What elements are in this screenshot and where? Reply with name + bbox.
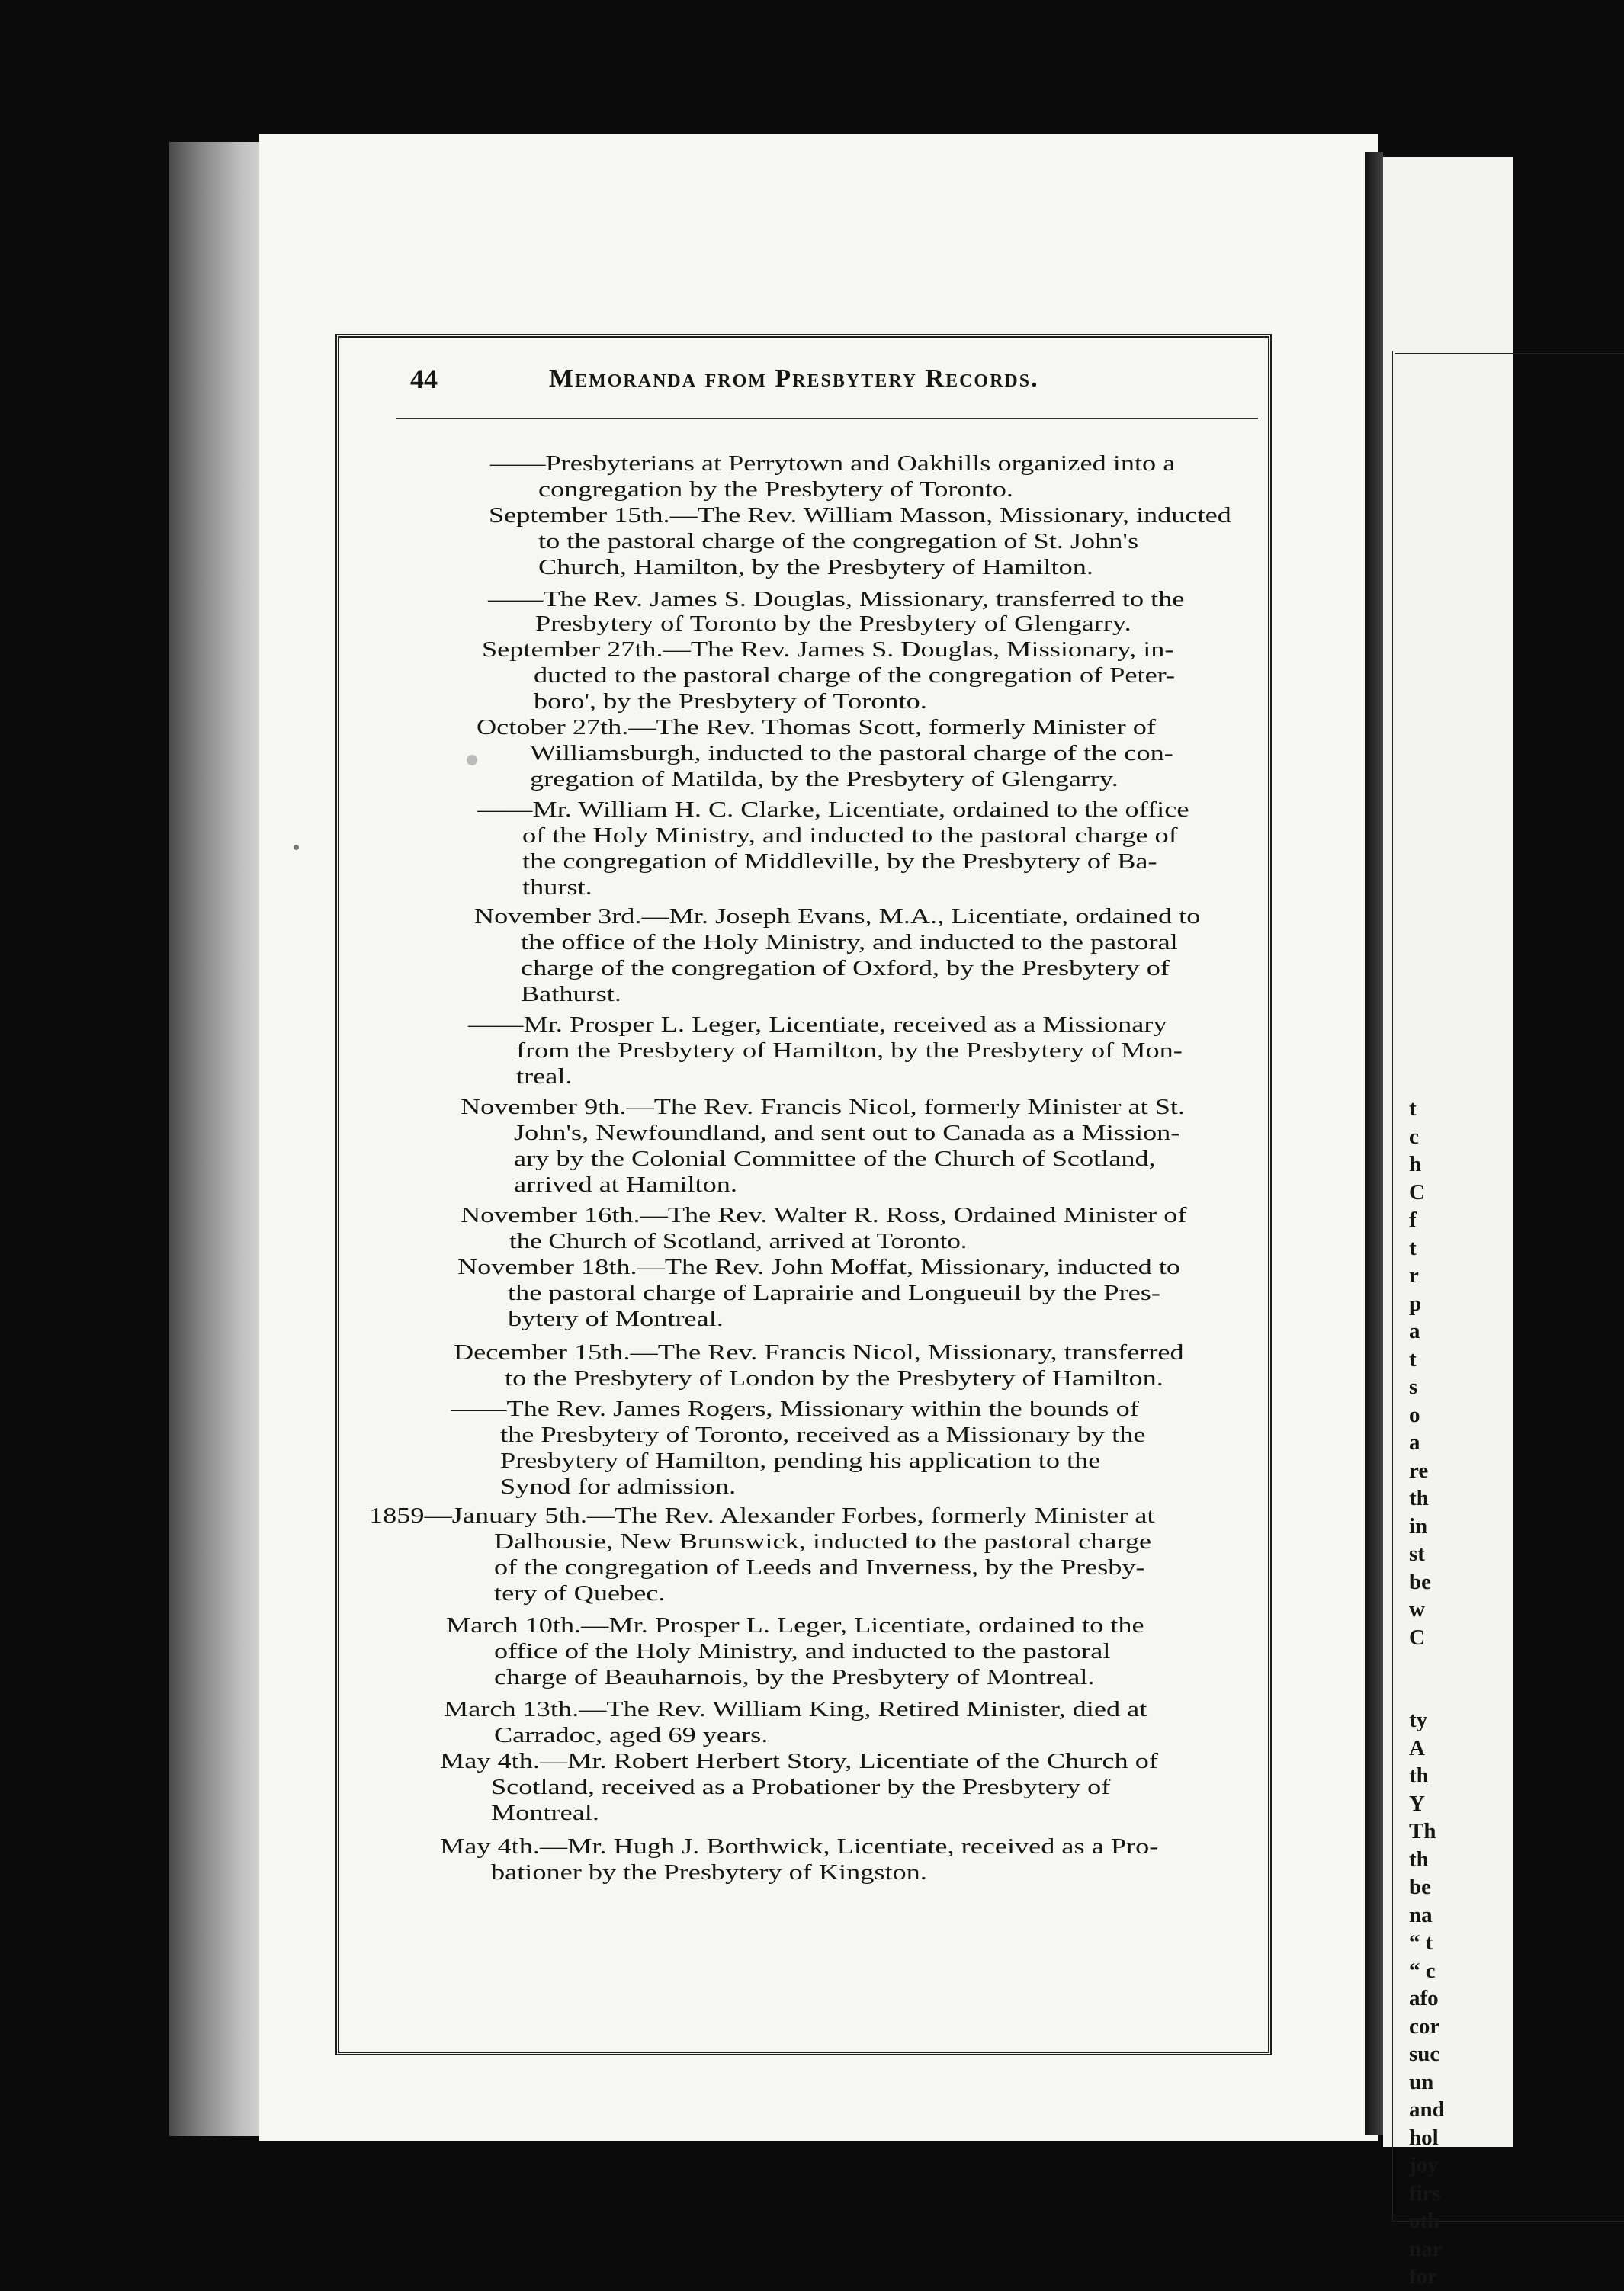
text-line: to the Presbytery of London by the Presbytery of Hamilton. <box>505 1366 1163 1391</box>
header-rule <box>396 418 1258 419</box>
facing-page-fragment: afo <box>1409 1986 1439 2010</box>
text-line: Dalhousie, New Brunswick, inducted to the pastoral charge <box>494 1529 1152 1554</box>
book-spine-edge <box>169 142 268 2136</box>
text-line: Synod for admission. <box>500 1474 737 1499</box>
text-line: Carradoc, aged 69 years. <box>494 1723 769 1747</box>
text-line: November 9th.—The Rev. Francis Nicol, formerly Minister at St. <box>461 1095 1186 1119</box>
text-line: ——The Rev. James Rogers, Missionary within the bounds of <box>451 1397 1139 1421</box>
text-line: October 27th.—The Rev. Thomas Scott, formerly Minister of <box>477 715 1156 740</box>
text-line: boro', by the Presbytery of Toronto. <box>534 689 927 714</box>
text-line: ——The Rev. James S. Douglas, Missionary, transferred to the <box>488 587 1185 611</box>
facing-page-fragment: th <box>1409 1486 1429 1510</box>
facing-page-fragment: and <box>1409 2097 1445 2122</box>
text-line: bytery of Montreal. <box>508 1307 724 1331</box>
book-gutter <box>1365 152 1383 2135</box>
facing-page-text <box>1409 1095 1516 2291</box>
facing-page-fragment: t <box>1409 1235 1417 1260</box>
facing-page-fragment: st <box>1409 1542 1425 1566</box>
facing-page-fragment: o <box>1409 1402 1420 1427</box>
facing-page-fragment: c <box>1409 1124 1419 1149</box>
facing-page-fragment: A <box>1409 1735 1425 1760</box>
page-number: 44 <box>410 364 438 394</box>
text-line: ducted to the pastoral charge of the congregation of Peter- <box>534 663 1176 688</box>
facing-page-fragment: h <box>1409 1152 1422 1176</box>
text-line: ——Presbyterians at Perrytown and Oakhills organized into a <box>490 451 1176 476</box>
text-line: the Presbytery of Toronto, received as a Missionary by the <box>500 1423 1146 1447</box>
text-line: November 3rd.—Mr. Joseph Evans, M.A., Licentiate, ordained to <box>474 904 1201 929</box>
text-line: the office of the Holy Ministry, and inducted to the pastoral <box>521 930 1178 955</box>
ink-speck <box>294 845 299 850</box>
facing-page-fragment: a <box>1409 1430 1420 1455</box>
facing-page-fragment: “ t <box>1409 1930 1433 1955</box>
text-line: the congregation of Middleville, by the Presbytery of Ba- <box>522 849 1157 874</box>
facing-page-fragment: for <box>1409 2264 1438 2289</box>
text-line: Montreal. <box>491 1801 599 1825</box>
facing-page-fragment: “ c <box>1409 1958 1436 1983</box>
facing-page-fragment: be <box>1409 1875 1431 1899</box>
facing-page-fragment: s <box>1409 1375 1418 1399</box>
text-line: of the Holy Ministry, and inducted to the pastoral charge of <box>522 823 1178 848</box>
text-line: congregation by the Presbytery of Toronto. <box>538 477 1013 502</box>
text-line: September 27th.—The Rev. James S. Douglas, Missionary, in- <box>482 637 1174 662</box>
text-line: Church, Hamilton, by the Presbytery of Hamilton. <box>538 555 1093 579</box>
text-line: John's, Newfoundland, and sent out to Canada as a Mission- <box>514 1121 1180 1145</box>
text-line: tery of Quebec. <box>494 1581 666 1606</box>
facing-page <box>1383 157 1513 2289</box>
facing-page-fragment: cor <box>1409 2013 1440 2039</box>
text-line: December 15th.—The Rev. Francis Nicol, Missionary, transferred <box>454 1340 1184 1365</box>
text-line: Bathurst. <box>521 982 621 1006</box>
facing-page-fragment: r <box>1409 1263 1419 1288</box>
facing-page-fragment: w <box>1409 1597 1425 1622</box>
facing-page-fragment: f <box>1409 1208 1417 1232</box>
text-line: treal. <box>516 1064 573 1089</box>
text-line: ary by the Colonial Committee of the Church of Scotland, <box>514 1147 1156 1171</box>
facing-page-fragment: be <box>1409 1569 1431 1594</box>
facing-page-fragment: na <box>1409 1902 1433 1927</box>
text-line: arrived at Hamilton. <box>514 1173 737 1197</box>
facing-page-fragment: a <box>1409 1319 1420 1343</box>
text-line: May 4th.—Mr. Hugh J. Borthwick, Licentiate, received as a Pro- <box>440 1834 1159 1859</box>
text-line: office of the Holy Ministry, and inducted to the pastoral <box>494 1639 1111 1664</box>
facing-page-fragment: re <box>1409 1458 1429 1483</box>
text-line: charge of the congregation of Oxford, by the Presbytery of <box>521 956 1170 980</box>
text-line: Scotland, received as a Probationer by the Presbytery of <box>491 1775 1111 1799</box>
text-line: ——Mr. Prosper L. Leger, Licentiate, received as a Missionary <box>468 1012 1167 1037</box>
text-line: from the Presbytery of Hamilton, by the Presbytery of Mon- <box>516 1038 1183 1063</box>
text-line: March 10th.—Mr. Prosper L. Leger, Licentiate, ordained to the <box>446 1613 1144 1638</box>
facing-page-fragment: nar <box>1409 2236 1443 2261</box>
paragraph-gap <box>1409 1651 1516 1706</box>
facing-page-fragment: firs <box>1409 2180 1441 2206</box>
facing-page-fragment: C <box>1409 1625 1425 1650</box>
running-head: Memoranda from Presbytery Records. <box>549 364 1039 393</box>
facing-page-fragment: Th <box>1409 1819 1436 1843</box>
text-line: of the congregation of Leeds and Inverness, by the Presby- <box>494 1555 1145 1580</box>
text-line: thurst. <box>522 875 592 900</box>
facing-page-fragment: oth <box>1409 2209 1440 2233</box>
facing-page-fragment: un <box>1409 2069 1434 2094</box>
text-line: Williamsburgh, inducted to the pastoral charge of the con- <box>530 741 1173 765</box>
facing-page-fragment: t <box>1409 1096 1417 1121</box>
facing-page-fragment: C <box>1409 1179 1425 1205</box>
text-line: September 15th.—The Rev. William Masson, Missionary, inducted <box>489 503 1231 528</box>
text-line: to the pastoral charge of the congregation of St. John's <box>538 529 1139 553</box>
text-line: the Church of Scotland, arrived at Toronto. <box>509 1229 968 1253</box>
text-line: November 18th.—The Rev. John Moffat, Missionary, inducted to <box>457 1255 1181 1279</box>
facing-page-fragment: hol <box>1409 2125 1439 2150</box>
facing-page-fragment: in <box>1409 1513 1428 1539</box>
text-line: Presbytery of Toronto by the Presbytery of Glengarry. <box>535 611 1131 636</box>
text-line: March 13th.—The Rev. William King, Retired Minister, died at <box>444 1697 1147 1721</box>
text-line: Presbytery of Hamilton, pending his application to the <box>500 1449 1101 1473</box>
text-line: ——Mr. William H. C. Clarke, Licentiate, ordained to the office <box>477 797 1189 822</box>
text-line: November 16th.—The Rev. Walter R. Ross, Ordained Minister of <box>461 1203 1187 1227</box>
text-line: gregation of Matilda, by the Presbytery of Glengarry. <box>530 767 1119 791</box>
facing-page-fragment: joy <box>1409 2153 1439 2177</box>
facing-page-fragment: suc <box>1409 2042 1440 2066</box>
text-line: May 4th.—Mr. Robert Herbert Story, Licentiate of the Church of <box>440 1749 1158 1773</box>
text-line: 1859—January 5th.—The Rev. Alexander Forbes, formerly Minister at <box>369 1503 1155 1528</box>
text-line: bationer by the Presbytery of Kingston. <box>491 1860 927 1885</box>
facing-page-fragment: ty <box>1409 1708 1428 1732</box>
text-line: the pastoral charge of Laprairie and Longueuil by the Pres- <box>508 1281 1160 1305</box>
facing-page-fragment: th <box>1409 1847 1429 1872</box>
facing-page-fragment: p <box>1409 1291 1422 1316</box>
facing-page-fragment: th <box>1409 1763 1429 1788</box>
facing-page-fragment: Y <box>1409 1791 1425 1816</box>
facing-page-fragment: t <box>1409 1346 1417 1372</box>
text-line: charge of Beauharnois, by the Presbytery of Montreal. <box>494 1665 1095 1689</box>
